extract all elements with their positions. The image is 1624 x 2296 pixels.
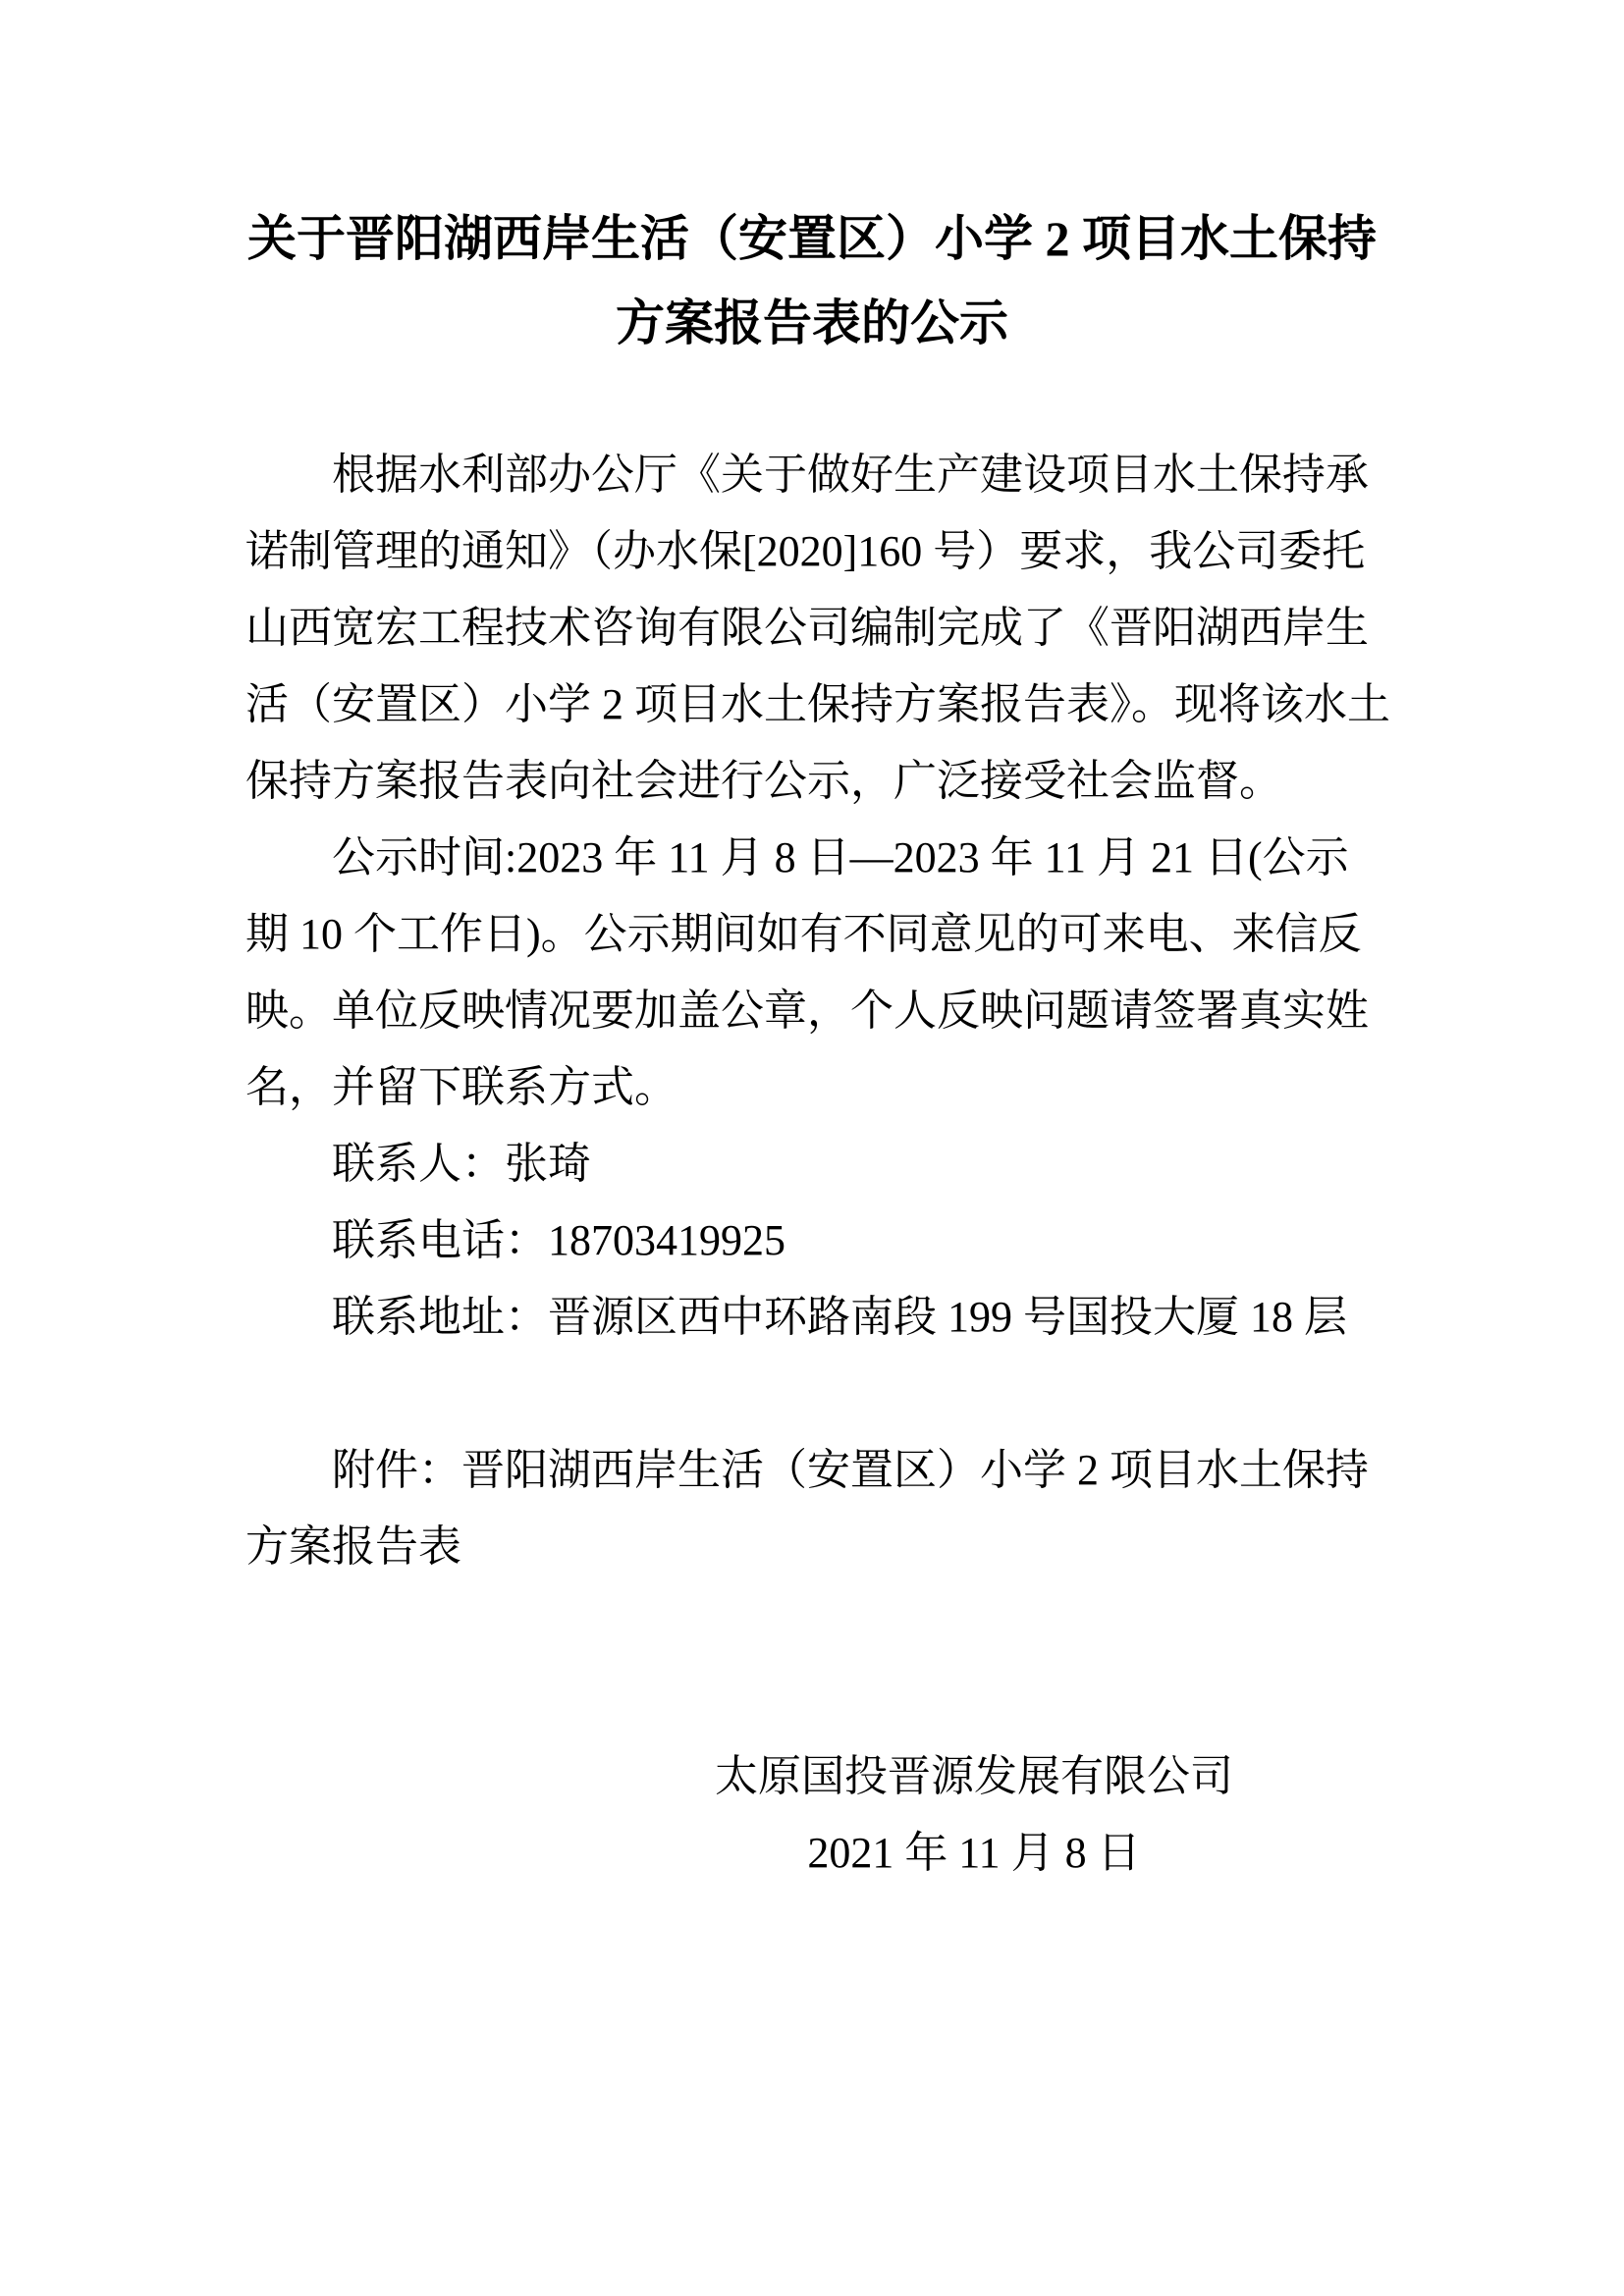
blank-line [245, 1356, 1379, 1432]
attachment-line: 方案报告表 [245, 1522, 461, 1571]
paragraph-1-line: 活（安置区）小学 2 项目水土保持方案报告表》。现将该水土 [245, 680, 1390, 728]
paragraph-1-line: 保持方案报告表向社会进行公示，广泛接受社会监督。 [245, 757, 1282, 805]
paragraph-1-line: 山西宽宏工程技术咨询有限公司编制完成了《晋阳湖西岸生 [245, 604, 1369, 652]
notice-title [245, 196, 1379, 365]
contact-phone-line: 联系电话：18703419925 [332, 1216, 785, 1264]
text-line: 方案报告表的公示 [616, 295, 1008, 350]
signature-block [245, 1738, 1379, 1892]
text-line: 关于晋阳湖西岸生活（安置区）小学 2 项目水土保持 [247, 211, 1377, 266]
paragraph-2-line: 映。单位反映情况要加盖公章，个人反映问题请签署真实姓 [245, 987, 1369, 1035]
signature-company: 太原国投晋源发展有限公司 [715, 1752, 1233, 1800]
signature-date: 2021 年 11 月 8 日 [807, 1829, 1141, 1877]
attachment-line: 附件：晋阳湖西岸生活（安置区）小学 2 项目水土保持 [332, 1446, 1369, 1494]
paragraph-1-line: 根据水利部办公厅《关于做好生产建设项目水土保持承 [332, 451, 1369, 499]
paragraph-1-line: 诺制管理的通知》（办水保[2020]160 号）要求，我公司委托 [245, 527, 1366, 575]
paragraph-2-line: 期 10 个工作日)。公示期间如有不同意见的可来电、来信反 [245, 910, 1362, 958]
contact-person-line: 联系人：张琦 [332, 1140, 591, 1188]
paragraph-2-line: 名，并留下联系方式。 [245, 1063, 677, 1111]
notice-body [245, 437, 1390, 1585]
contact-address-line: 联系地址：晋源区西中环路南段 199 号国投大厦 18 层 [332, 1293, 1347, 1341]
paragraph-2-line: 公示时间:2023 年 11 月 8 日—2023 年 11 月 21 日(公示 [332, 833, 1349, 881]
